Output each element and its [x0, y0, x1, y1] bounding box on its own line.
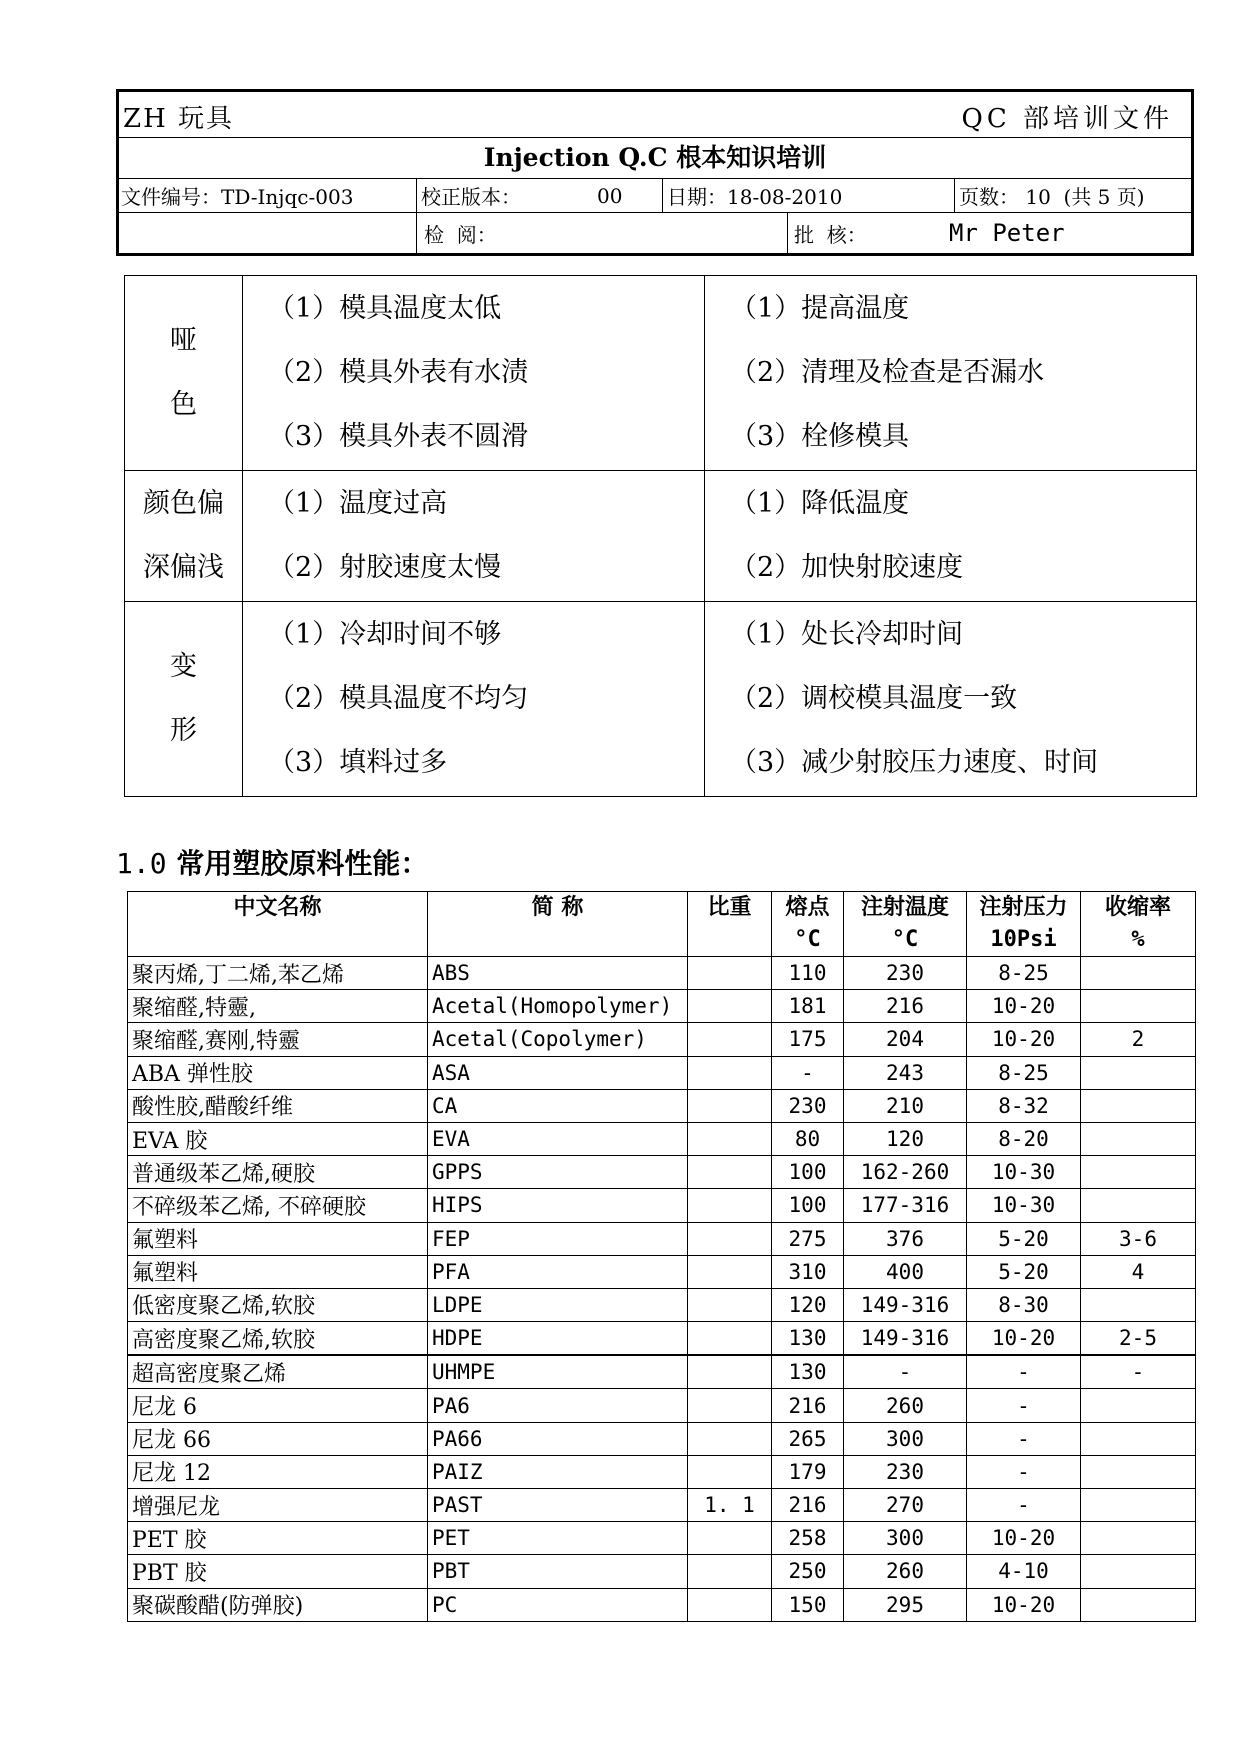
col-injection-pressure-cell: 8-32 — [967, 1089, 1081, 1122]
col-shrinkage-cell — [1081, 1555, 1196, 1588]
col-chinese-name-cell: 超高密度聚乙烯 — [128, 1355, 428, 1389]
col-abbreviation-cell: LDPE — [428, 1288, 688, 1321]
col-abbreviation-cell: Acetal(Homopolymer) — [428, 990, 688, 1023]
col-specific-gravity-cell — [688, 1189, 772, 1222]
defect-name: 颜色偏 深偏浅 — [125, 471, 243, 602]
col-chinese-name-cell: 聚丙烯,丁二烯,苯乙烯 — [128, 957, 428, 990]
table-row — [128, 1122, 1196, 1155]
col-melting-point-cell: 120 — [772, 1288, 844, 1321]
col-specific-gravity-cell — [688, 1288, 772, 1321]
col-shrinkage-cell — [1081, 1588, 1196, 1621]
table-row — [128, 1222, 1196, 1255]
col-injection-pressure-cell: 10-20 — [967, 990, 1081, 1023]
defect-solutions: （1）降低温度 （2）加快射胶速度 — [705, 471, 1197, 602]
col-abbreviation-cell: ASA — [428, 1056, 688, 1089]
defect-causes: （1）温度过高 （2）射胶速度太慢 — [243, 471, 705, 602]
col-specific-gravity-cell — [688, 1156, 772, 1189]
col-injection-temp-cell: 162-260 — [844, 1156, 967, 1189]
col-injection-temp-cell: 120 — [844, 1122, 967, 1155]
col-shrinkage-cell — [1081, 1455, 1196, 1488]
col-injection-temp-cell: - — [844, 1355, 967, 1389]
header-row-meta — [116, 179, 1194, 213]
company-name: ZH 玩具 — [123, 104, 235, 134]
col-injection-temp-cell: 260 — [844, 1555, 967, 1588]
materials-table — [127, 891, 1196, 1622]
col-chinese-name-cell: 普通级苯乙烯,硬胶 — [128, 1156, 428, 1189]
header-row-approval — [116, 213, 1194, 256]
col-shrinkage-cell: 4 — [1081, 1255, 1196, 1288]
table-row — [128, 1489, 1196, 1522]
col-chinese-name-cell: PBT 胶 — [128, 1555, 428, 1588]
section-heading — [116, 842, 428, 882]
col-specific-gravity-cell — [688, 1555, 772, 1588]
col-shrinkage-cell — [1081, 1189, 1196, 1222]
col-abbreviation-cell: HIPS — [428, 1189, 688, 1222]
col-shrinkage-cell — [1081, 1422, 1196, 1455]
table-row — [128, 1555, 1196, 1588]
col-shrinkage-cell: - — [1081, 1355, 1196, 1389]
col-chinese-name-cell: 尼龙 6 — [128, 1389, 428, 1422]
table-row — [128, 957, 1196, 990]
col-melting-point-cell: 216 — [772, 1489, 844, 1522]
col-melting-point-cell: 216 — [772, 1389, 844, 1422]
col-specific-gravity-cell — [688, 1422, 772, 1455]
col-injection-temp-cell: 400 — [844, 1255, 967, 1288]
defect-row — [125, 276, 1197, 471]
col-injection-pressure-cell: 10-20 — [967, 1522, 1081, 1555]
col-injection-temp-cell: 300 — [844, 1422, 967, 1455]
col-injection-pressure-cell: 10-20 — [967, 1588, 1081, 1621]
table-row — [128, 1522, 1196, 1555]
col-injection-temp-cell: 376 — [844, 1222, 967, 1255]
col-specific-gravity-cell — [688, 1222, 772, 1255]
col-melting-point-cell: 179 — [772, 1455, 844, 1488]
table-row — [128, 1156, 1196, 1189]
col-specific-gravity-cell — [688, 1322, 772, 1356]
col-injection-temp-cell: 295 — [844, 1588, 967, 1621]
col-injection-pressure-cell: 10-20 — [967, 1023, 1081, 1056]
col-melting-point-cell: 100 — [772, 1189, 844, 1222]
col-injection-temp-cell: 149-316 — [844, 1322, 967, 1356]
col-melting-point-cell: 130 — [772, 1355, 844, 1389]
table-row — [128, 990, 1196, 1023]
col-shrinkage-cell: 2-5 — [1081, 1322, 1196, 1356]
col-chinese-name-cell: 增强尼龙 — [128, 1489, 428, 1522]
col-shrinkage-cell — [1081, 1089, 1196, 1122]
col-specific-gravity-cell — [688, 1455, 772, 1488]
col-shrinkage-cell — [1081, 1288, 1196, 1321]
col-injection-pressure-cell: 8-25 — [967, 1056, 1081, 1089]
col-injection-pressure-cell: 10-30 — [967, 1189, 1081, 1222]
col-abbreviation-cell: PC — [428, 1588, 688, 1621]
col-melting-point-cell: 230 — [772, 1089, 844, 1122]
defect-solutions: （1）处长冷却时间 （2）调校模具温度一致 （3）减少射胶压力速度、时间 — [705, 602, 1197, 797]
col-injection-pressure-cell: - — [967, 1422, 1081, 1455]
col-injection-temp-header: 注射温度 °C — [844, 892, 967, 957]
table-row — [128, 1023, 1196, 1056]
col-injection-pressure-cell: 8-25 — [967, 957, 1081, 990]
defect-causes: （1）冷却时间不够 （2）模具温度不均匀 （3）填料过多 — [243, 602, 705, 797]
col-chinese-name-cell: 聚碳酸醋(防弹胶) — [128, 1588, 428, 1621]
col-abbreviation-cell: PA6 — [428, 1389, 688, 1422]
document-header — [116, 89, 1194, 256]
col-injection-pressure-cell: 5-20 — [967, 1255, 1081, 1288]
col-injection-pressure-cell: 8-20 — [967, 1122, 1081, 1155]
col-abbreviation-cell: PA66 — [428, 1422, 688, 1455]
table-row — [128, 1422, 1196, 1455]
approve-label: 批 核： — [794, 222, 867, 247]
col-melting-point-cell: 181 — [772, 990, 844, 1023]
col-shrinkage-cell: 3-6 — [1081, 1222, 1196, 1255]
col-abbreviation-cell: GPPS — [428, 1156, 688, 1189]
col-chinese-name-cell: 氟塑料 — [128, 1255, 428, 1288]
col-injection-pressure-cell: 4-10 — [967, 1555, 1081, 1588]
table-row — [128, 1189, 1196, 1222]
col-chinese-name-cell: EVA 胶 — [128, 1122, 428, 1155]
col-melting-point-cell: 258 — [772, 1522, 844, 1555]
col-chinese-name-cell: 氟塑料 — [128, 1222, 428, 1255]
col-specific-gravity-cell — [688, 1588, 772, 1621]
col-chinese-name-cell: ABA 弹性胶 — [128, 1056, 428, 1089]
col-melting-point-cell: - — [772, 1056, 844, 1089]
department-document: QC 部培训文件 — [961, 104, 1173, 134]
col-injection-temp-cell: 204 — [844, 1023, 967, 1056]
col-abbreviation-cell: CA — [428, 1089, 688, 1122]
col-melting-point-cell: 310 — [772, 1255, 844, 1288]
col-abbreviation-cell: ABS — [428, 957, 688, 990]
col-injection-temp-cell: 260 — [844, 1389, 967, 1422]
materials-table-body — [128, 957, 1196, 1622]
col-shrinkage-cell — [1081, 1489, 1196, 1522]
col-chinese-name-cell: 低密度聚乙烯,软胶 — [128, 1288, 428, 1321]
document-title: Injection Q.C 根本知识培训 — [116, 138, 1194, 179]
defect-table — [124, 275, 1197, 797]
col-specific-gravity-cell — [688, 1255, 772, 1288]
col-chinese-name-cell: 不碎级苯乙烯, 不碎硬胶 — [128, 1189, 428, 1222]
col-abbreviation-cell: HDPE — [428, 1322, 688, 1356]
col-chinese-name-cell: 尼龙 12 — [128, 1455, 428, 1488]
table-row — [128, 1255, 1196, 1288]
revision-value: 00 — [597, 183, 623, 208]
col-injection-temp-cell: 210 — [844, 1089, 967, 1122]
col-injection-temp-cell: 149-316 — [844, 1288, 967, 1321]
defect-row — [125, 471, 1197, 602]
col-chinese-name-cell: 酸性胶,醋酸纤维 — [128, 1089, 428, 1122]
col-injection-pressure-cell: 5-20 — [967, 1222, 1081, 1255]
col-melting-point-cell: 265 — [772, 1422, 844, 1455]
col-injection-temp-cell: 177-316 — [844, 1189, 967, 1222]
col-shrinkage-cell — [1081, 1389, 1196, 1422]
col-shrinkage-cell: 2 — [1081, 1023, 1196, 1056]
defect-name: 哑 色 — [125, 276, 243, 471]
table-row — [128, 1089, 1196, 1122]
col-specific-gravity-cell — [688, 1522, 772, 1555]
col-specific-gravity-cell — [688, 957, 772, 990]
col-specific-gravity-cell — [688, 1089, 772, 1122]
col-chinese-name-cell: 高密度聚乙烯,软胶 — [128, 1322, 428, 1356]
col-injection-pressure-cell: - — [967, 1489, 1081, 1522]
col-chinese-name-cell: 聚缩醛,特靈, — [128, 990, 428, 1023]
table-row — [128, 1056, 1196, 1089]
col-specific-gravity-cell — [688, 1122, 772, 1155]
col-melting-point-header: 熔点 °C — [772, 892, 844, 957]
defect-solutions: （1）提高温度 （2）清理及检查是否漏水 （3）栓修模具 — [705, 276, 1197, 471]
col-abbreviation-cell: PFA — [428, 1255, 688, 1288]
revision-label: 校正版本： — [421, 185, 521, 209]
col-injection-temp-cell: 216 — [844, 990, 967, 1023]
col-shrinkage-cell — [1081, 1156, 1196, 1189]
col-specific-gravity-cell — [688, 990, 772, 1023]
doc-date: 日期：18-08-2010 — [667, 185, 843, 209]
approver-name: Mr Peter — [949, 219, 1065, 247]
section-number: 1.0 — [116, 847, 167, 880]
col-injection-pressure-cell: - — [967, 1355, 1081, 1389]
col-melting-point-cell: 275 — [772, 1222, 844, 1255]
col-injection-pressure-cell: 10-30 — [967, 1156, 1081, 1189]
col-shrinkage-cell — [1081, 1122, 1196, 1155]
col-abbreviation-cell: Acetal(Copolymer) — [428, 1023, 688, 1056]
col-shrinkage-cell — [1081, 957, 1196, 990]
defect-row — [125, 602, 1197, 797]
col-abbreviation-cell: FEP — [428, 1222, 688, 1255]
defect-name: 变 形 — [125, 602, 243, 797]
col-abbreviation-cell: EVA — [428, 1122, 688, 1155]
col-specific-gravity-cell: 1. 1 — [688, 1489, 772, 1522]
col-injection-temp-cell: 243 — [844, 1056, 967, 1089]
col-specific-gravity-header: 比重 — [688, 892, 772, 957]
col-specific-gravity-cell — [688, 1389, 772, 1422]
col-specific-gravity-cell — [688, 1056, 772, 1089]
col-injection-pressure-cell: 8-30 — [967, 1288, 1081, 1321]
col-melting-point-cell: 150 — [772, 1588, 844, 1621]
col-abbreviation-cell: PET — [428, 1522, 688, 1555]
col-melting-point-cell: 110 — [772, 957, 844, 990]
col-abbreviation-cell: UHMPE — [428, 1355, 688, 1389]
col-specific-gravity-cell — [688, 1355, 772, 1389]
col-melting-point-cell: 175 — [772, 1023, 844, 1056]
col-injection-temp-cell: 230 — [844, 957, 967, 990]
col-injection-temp-cell: 300 — [844, 1522, 967, 1555]
col-injection-pressure-cell: - — [967, 1455, 1081, 1488]
col-injection-temp-cell: 270 — [844, 1489, 967, 1522]
table-row — [128, 1389, 1196, 1422]
col-melting-point-cell: 100 — [772, 1156, 844, 1189]
table-row — [128, 1288, 1196, 1321]
col-shrinkage-header: 收缩率 % — [1081, 892, 1196, 957]
col-abbreviation-cell: PAST — [428, 1489, 688, 1522]
col-chinese-name-cell: PET 胶 — [128, 1522, 428, 1555]
section-title-text: 常用塑胶原料性能： — [176, 847, 429, 880]
table-row — [128, 1455, 1196, 1488]
col-shrinkage-cell — [1081, 990, 1196, 1023]
col-injection-pressure-header: 注射压力 10Psi — [967, 892, 1081, 957]
table-row — [128, 1322, 1196, 1356]
col-melting-point-cell: 250 — [772, 1555, 844, 1588]
col-specific-gravity-cell — [688, 1023, 772, 1056]
col-chinese-name-cell: 尼龙 66 — [128, 1422, 428, 1455]
col-injection-pressure-cell: - — [967, 1389, 1081, 1422]
col-melting-point-cell: 130 — [772, 1322, 844, 1356]
col-injection-pressure-cell: 10-20 — [967, 1322, 1081, 1356]
col-injection-temp-cell: 230 — [844, 1455, 967, 1488]
defect-causes: （1）模具温度太低 （2）模具外表有水渍 （3）模具外表不圆滑 — [243, 276, 705, 471]
doc-number: 文件编号：TD-Injqc-003 — [121, 185, 354, 209]
col-melting-point-cell: 80 — [772, 1122, 844, 1155]
table-header-row — [128, 892, 1196, 957]
col-abbreviation-cell: PAIZ — [428, 1455, 688, 1488]
col-shrinkage-cell — [1081, 1522, 1196, 1555]
header-row-company — [116, 89, 1194, 138]
review-label: 检 阅： — [424, 222, 497, 247]
col-abbreviation-header: 简 称 — [428, 892, 688, 957]
table-row — [128, 1355, 1196, 1389]
col-shrinkage-cell — [1081, 1056, 1196, 1089]
table-row — [128, 1588, 1196, 1621]
page-count: 页数： 10 (共 5 页) — [959, 185, 1145, 209]
col-abbreviation-cell: PBT — [428, 1555, 688, 1588]
col-chinese-name-cell: 聚缩醛,赛刚,特靈 — [128, 1023, 428, 1056]
col-chinese-name-header: 中文名称 — [128, 892, 428, 957]
